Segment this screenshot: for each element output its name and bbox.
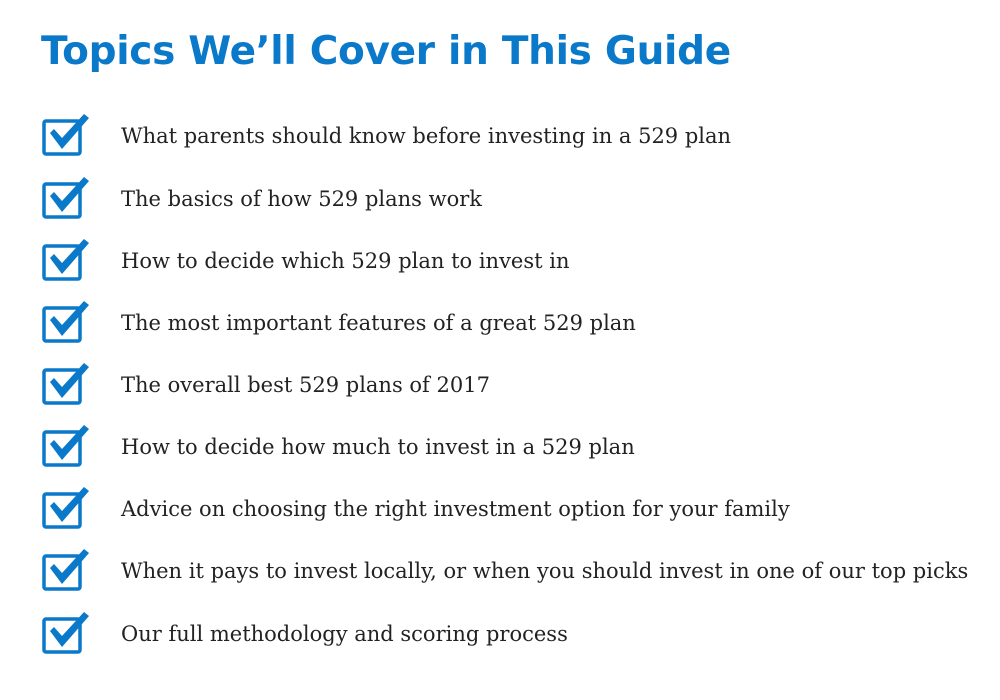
list-item <box>40 175 995 225</box>
checked-box-icon <box>40 299 92 345</box>
list-item <box>40 361 995 411</box>
topic-label: How to decide which 529 plan to invest in <box>121 249 570 273</box>
list-item <box>40 423 995 473</box>
list-item <box>40 237 995 287</box>
list-item <box>40 485 995 535</box>
checked-box-icon <box>40 485 92 531</box>
list-item <box>40 299 995 349</box>
topic-label: The basics of how 529 plans work <box>121 187 483 211</box>
checked-box-icon <box>40 237 92 283</box>
page-title: Topics We’ll Cover in This Guide <box>41 29 731 74</box>
list-item <box>40 547 995 597</box>
checked-box-icon <box>40 361 92 407</box>
list-item <box>40 112 995 162</box>
topic-label: Our full methodology and scoring process <box>121 622 568 646</box>
topic-label: What parents should know before investing in a 529 plan <box>121 124 732 148</box>
topic-label: The overall best 529 plans of 2017 <box>121 373 490 397</box>
topic-label: Advice on choosing the right investment option for your family <box>121 497 790 521</box>
checked-box-icon <box>40 610 92 656</box>
checked-box-icon <box>40 547 92 593</box>
checked-box-icon <box>40 175 92 221</box>
list-item <box>40 610 995 660</box>
topic-label: How to decide how much to invest in a 529 plan <box>121 435 635 459</box>
topic-label: The most important features of a great 529 plan <box>121 311 636 335</box>
checked-box-icon <box>40 423 92 469</box>
checked-box-icon <box>40 112 92 158</box>
topic-label: When it pays to invest locally, or when you should invest in one of our top picks <box>121 559 969 583</box>
